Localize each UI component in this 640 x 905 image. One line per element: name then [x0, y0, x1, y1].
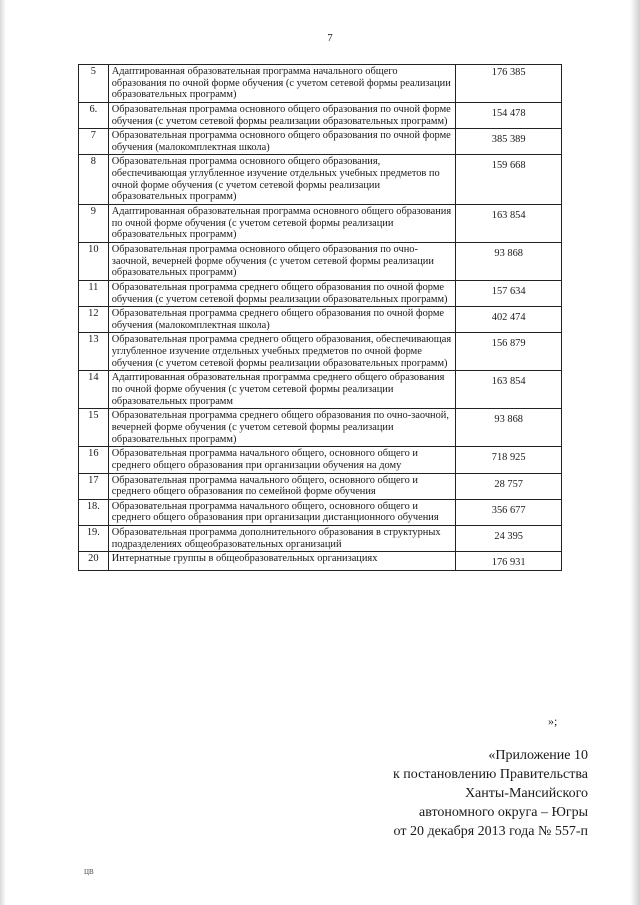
appendix-line-3: Ханты-Мансийского [464, 785, 588, 801]
row-number: 7 [79, 129, 109, 155]
program-name: Образовательная программа основного общего образования по очно-заочной, вечерней форме обучения (с учетом сетевой формы реализации образовательных программ) [108, 242, 456, 280]
program-name: Образовательная программа основного общего образования, обеспечивающая углубленное изучение отдельных учебных предметов по очной форме обучения (с учетом сетевой формы реализации образовательных программ) [108, 155, 456, 205]
program-name: Образовательная программа среднего общего образования, обеспечивающая углубленное изучение отдельных учебных предметов по очной форме обучения (с учетом сетевой формы реализации образовательных программ) [108, 333, 456, 371]
appendix-line-1: «Приложение 10 [488, 748, 588, 763]
norm-value: 385 389 [456, 129, 562, 155]
norm-value: 402 474 [456, 307, 562, 333]
row-number: 14 [79, 371, 109, 409]
norm-value: 28 757 [456, 473, 562, 499]
footer-mark: ЦВ [84, 868, 94, 876]
table-row [79, 129, 562, 155]
norm-value: 163 854 [456, 205, 562, 243]
table-row [79, 447, 562, 473]
row-number: 16 [79, 447, 109, 473]
appendix-line-5: от 20 декабря 2013 года № 557-п [393, 823, 588, 839]
row-number: 11 [79, 280, 109, 306]
scan-edge-left [0, 0, 6, 905]
row-number: 6. [79, 102, 109, 128]
table-row [79, 499, 562, 525]
appendix-line-2: к постановлению Правительства [392, 766, 588, 782]
table-row [79, 526, 562, 552]
row-number: 12 [79, 307, 109, 333]
norm-value: 718 925 [456, 447, 562, 473]
row-number: 15 [79, 409, 109, 447]
table-row [79, 242, 562, 280]
row-number: 8 [79, 155, 109, 205]
table-row [79, 307, 562, 333]
program-name: Образовательная программа начального общего, основного общего и среднего общего образования по семейной форме обучения [108, 473, 456, 499]
table-body [79, 65, 562, 571]
row-number: 18. [79, 499, 109, 525]
table-row [79, 552, 562, 571]
table-row [79, 371, 562, 409]
program-name: Образовательная программа основного общего образования по очной форме обучения (с учетом сетевой формы реализации образовательных программ) [108, 102, 456, 128]
program-name: Интернатные группы в общеобразовательных организациях [108, 552, 456, 571]
norm-value: 163 854 [456, 371, 562, 409]
table-row [79, 102, 562, 128]
row-number: 20 [79, 552, 109, 571]
program-name: Адаптированная образовательная программа основного общего образования по очной форме обучения (с учетом сетевой формы реализации образовательных программ) [108, 205, 456, 243]
table-row [79, 473, 562, 499]
program-name: Адаптированная образовательная программа среднего общего образования по очной форме обучения (с учетом сетевой формы реализации образовательных программ [108, 371, 456, 409]
appendix-heading [268, 747, 588, 841]
row-number: 9 [79, 205, 109, 243]
row-number: 5 [79, 65, 109, 103]
table-row [79, 65, 562, 103]
closing-quote-mark: »; [548, 714, 558, 728]
norm-value: 176 931 [456, 552, 562, 571]
norm-value: 93 868 [456, 409, 562, 447]
table-row [79, 333, 562, 371]
appendix-line-4: автономного округа – Югры [419, 804, 588, 820]
norm-value: 356 677 [456, 499, 562, 525]
norm-value: 154 478 [456, 102, 562, 128]
page-number: 7 [327, 32, 333, 44]
scan-edge-right [630, 0, 640, 905]
norm-value: 24 395 [456, 526, 562, 552]
program-name: Образовательная программа среднего общего образования по очной форме обучения (с учетом сетевой формы реализации образовательных программ) [108, 280, 456, 306]
program-name: Образовательная программа среднего общего образования по очно-заочной, вечерней форме обучения (с учетом сетевой формы реализации образовательных программ) [108, 409, 456, 447]
norm-value: 93 868 [456, 242, 562, 280]
program-name: Образовательная программа начального общего, основного общего и среднего общего образования при организации дистанционного обучения [108, 499, 456, 525]
row-number: 19. [79, 526, 109, 552]
program-name: Образовательная программа дополнительного образования в структурных подразделениях общеобразовательных организаций [108, 526, 456, 552]
table-row [79, 205, 562, 243]
program-name: Образовательная программа основного общего образования по очной форме обучения (малокомплектная школа) [108, 129, 456, 155]
row-number: 10 [79, 242, 109, 280]
program-name: Образовательная программа среднего общего образования по очной форме обучения (малокомплектная школа) [108, 307, 456, 333]
row-number: 13 [79, 333, 109, 371]
funding-table [78, 64, 562, 571]
norm-value: 156 879 [456, 333, 562, 371]
table-row [79, 409, 562, 447]
norm-value: 157 634 [456, 280, 562, 306]
table-row [79, 280, 562, 306]
program-name: Адаптированная образовательная программа начального общего образования по очной форме обучения (с учетом сетевой формы реализации образовательных программ) [108, 65, 456, 103]
row-number: 17 [79, 473, 109, 499]
norm-value: 176 385 [456, 65, 562, 103]
program-name: Образовательная программа начального общего, основного общего и среднего общего образования при организации обучения на дому [108, 447, 456, 473]
norm-value: 159 668 [456, 155, 562, 205]
table-row [79, 155, 562, 205]
